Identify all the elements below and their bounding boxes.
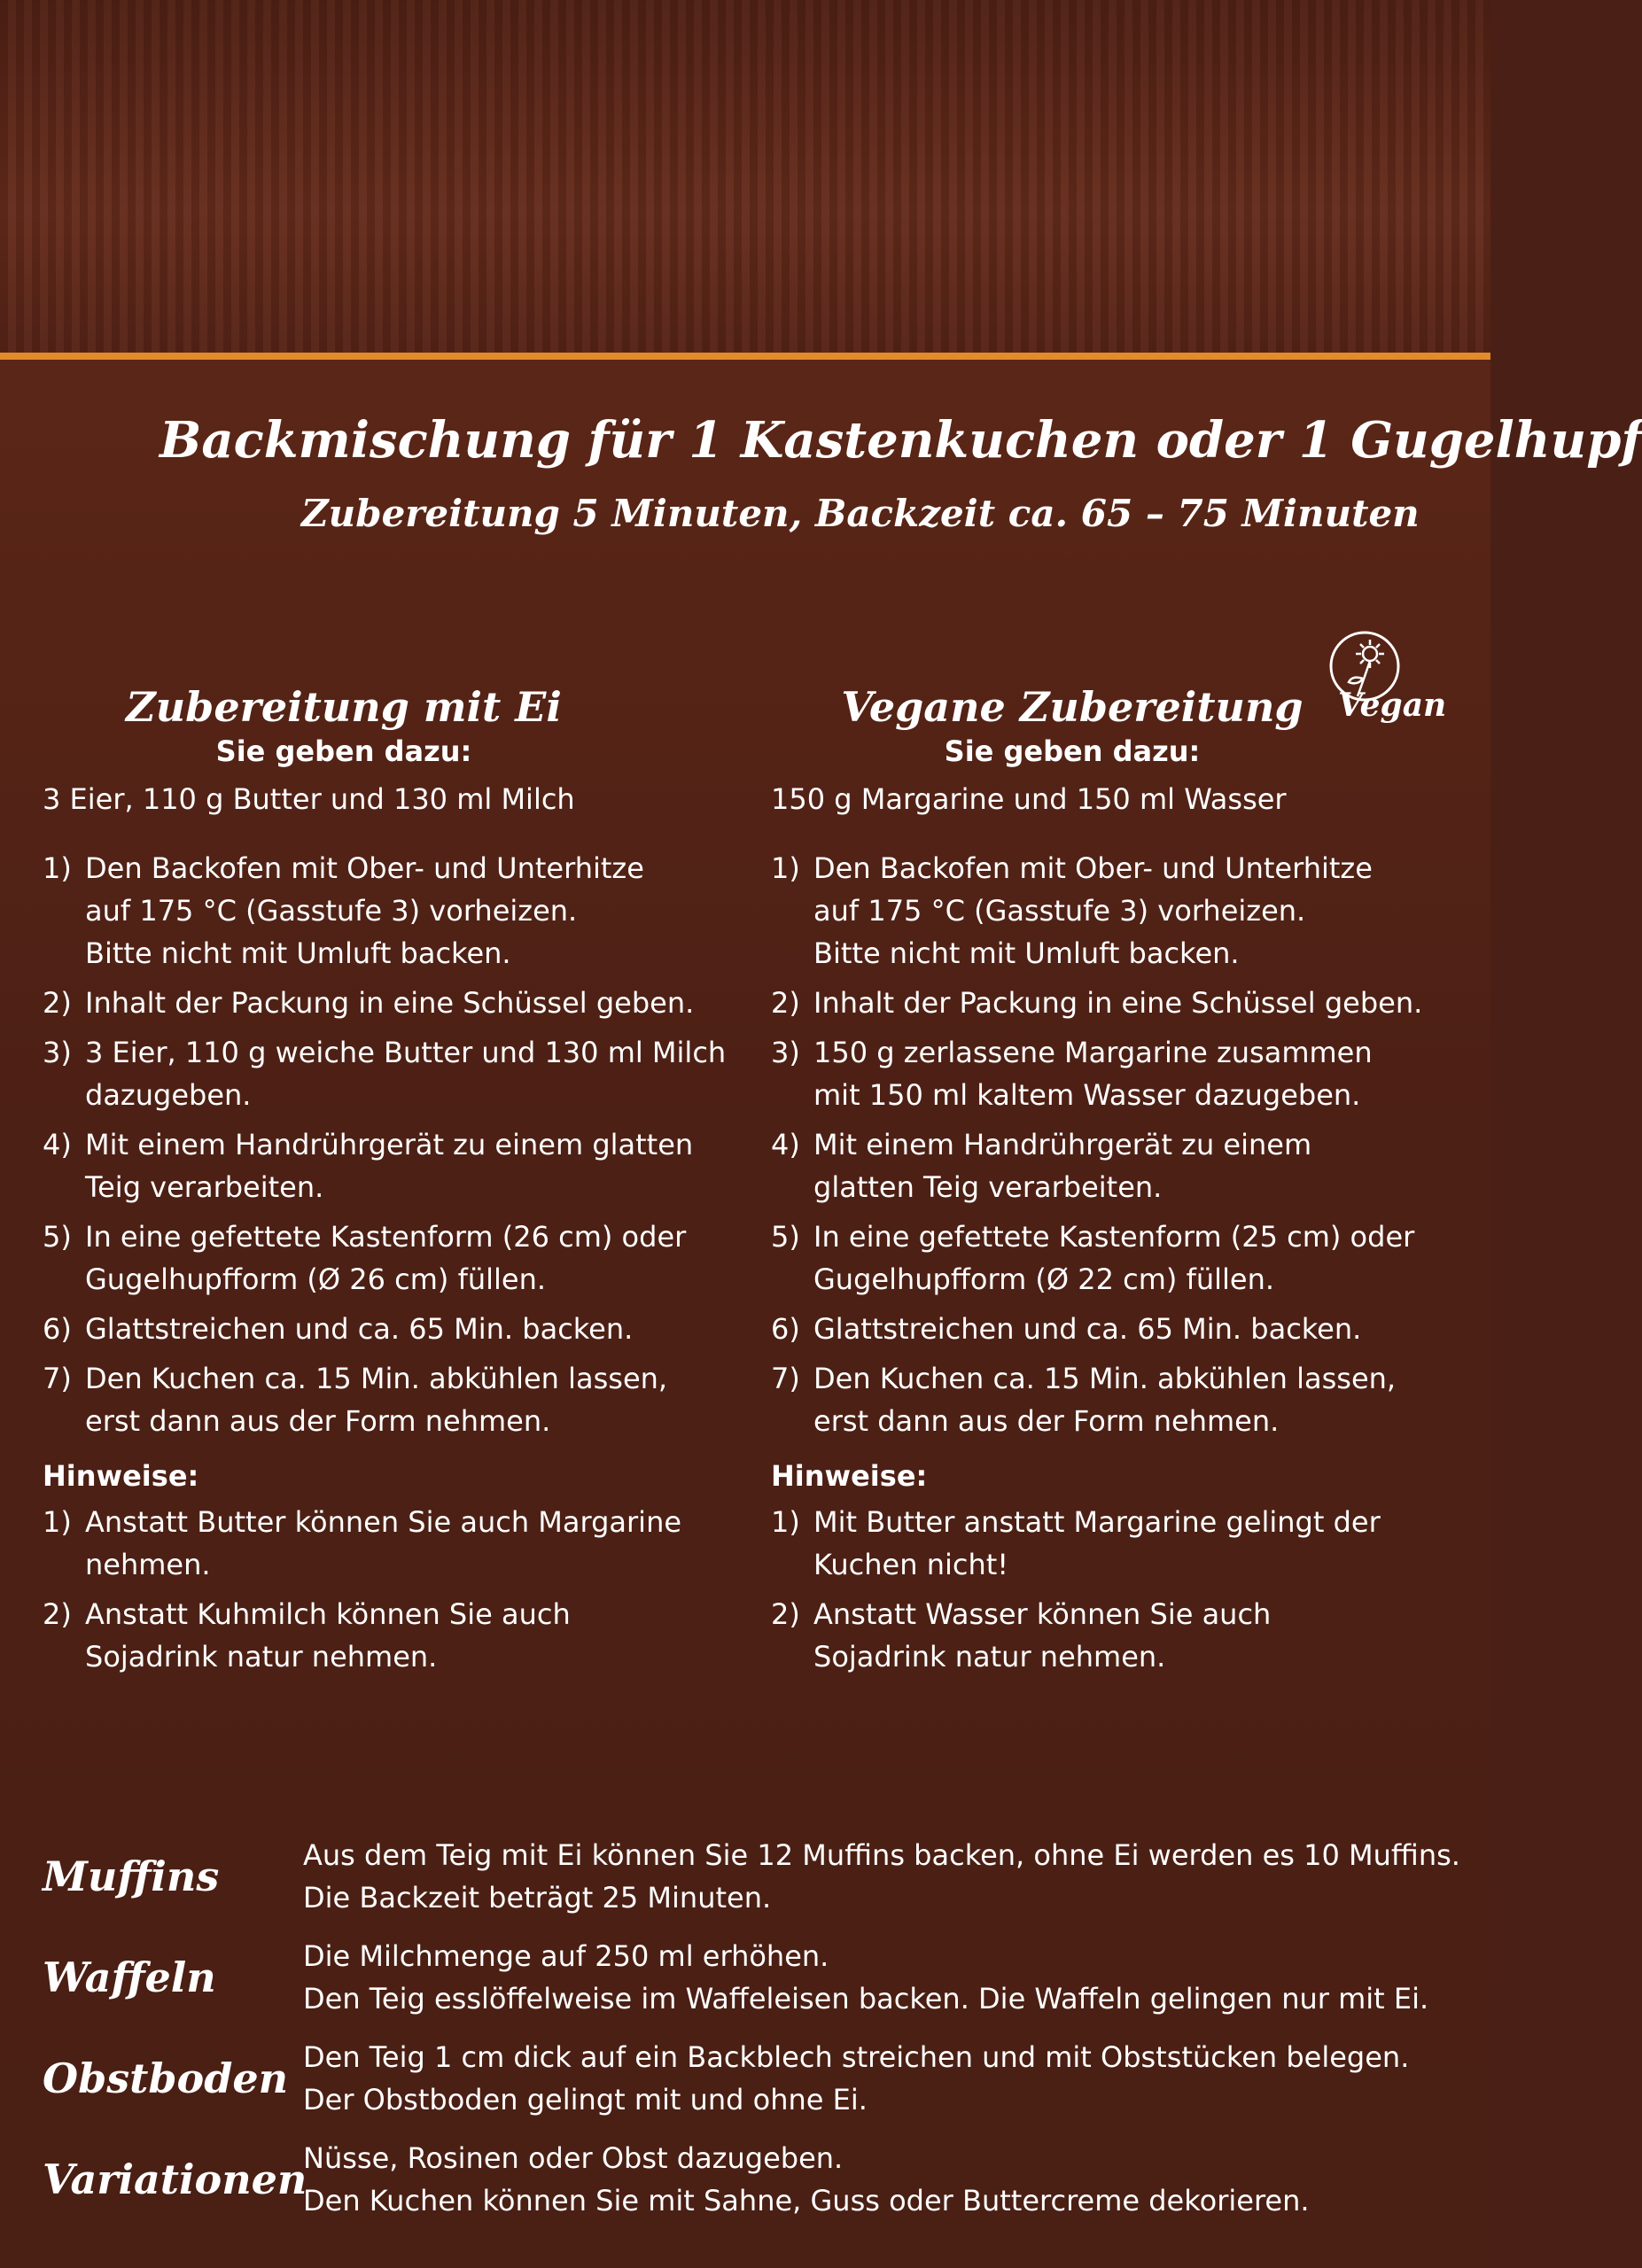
list-item [43,1216,769,1301]
striped-header-band [0,0,1490,353]
list-item [43,847,769,975]
list-item [771,1123,1498,1208]
step-number: 3) [43,1036,72,1069]
extra-label: Waffeln [43,1953,216,2001]
variations-section [43,1834,1460,2238]
column-subtitle-with-egg: Sie geben dazu: [215,734,472,768]
list-item [43,1031,769,1116]
list-item [43,982,769,1024]
extra-text: Nüsse, Rosinen oder Obst dazugeben. Den Kuchen können Sie mit Sahne, Guss oder Buttercreme dekorieren. [303,2141,1310,2218]
list-item [43,1123,769,1208]
hints-title-with-egg: Hinweise: [43,1459,199,1493]
step-text: Den Kuchen ca. 15 Min. abkühlen lassen, erst dann aus der Form nehmen. [85,1362,668,1438]
list-item [43,1501,769,1586]
list-item [771,1357,1498,1442]
step-text: In eine gefettete Kastenform (26 cm) oder Gugelhupfform (Ø 26 cm) füllen. [85,1220,687,1296]
step-text: In eine gefettete Kastenform (25 cm) oder Gugelhupfform (Ø 22 cm) füllen. [813,1220,1415,1296]
step-number: 4) [771,1128,800,1161]
list-item [771,1593,1498,1678]
extra-row-obstboden [43,2036,1460,2121]
extra-row-waffeln [43,1935,1460,2020]
page-title: Backmischung für 1 Kastenkuchen oder 1 Gugelhupf [160,411,1642,470]
step-number: 5) [43,1220,72,1254]
hints-list-with-egg [43,1501,769,1678]
list-item [771,1501,1498,1586]
step-text: Den Backofen mit Ober- und Unterhitze auf 175 °C (Gasstufe 3) vorheizen. Bitte nicht mit Umluft backen. [85,851,644,970]
extra-text: Aus dem Teig mit Ei können Sie 12 Muffins backen, ohne Ei werden es 10 Muffins. Die Backzeit beträgt 25 Minuten. [303,1838,1460,1915]
list-item [43,1308,769,1350]
hint-text: Mit Butter anstatt Margarine gelingt der Kuchen nicht! [813,1505,1381,1581]
step-number: 5) [771,1220,800,1254]
extra-text: Den Teig 1 cm dick auf ein Backblech streichen und mit Obststücken belegen. Der Obstboden gelingt mit und ohne Ei. [303,2040,1410,2117]
hint-number: 1) [771,1505,800,1539]
page-subtitle: Zubereitung 5 Minuten, Backzeit ca. 65 – 75 Minuten [301,492,1420,535]
hint-number: 2) [771,1597,800,1631]
list-item [771,847,1498,975]
column-vegan [771,682,1498,1685]
step-text: Den Kuchen ca. 15 Min. abkühlen lassen, erst dann aus der Form nehmen. [813,1362,1397,1438]
step-number: 6) [771,1312,800,1346]
column-subtitle-vegan: Sie geben dazu: [944,734,1201,768]
step-text: Den Backofen mit Ober- und Unterhitze auf 175 °C (Gasstufe 3) vorheizen. Bitte nicht mit Umluft backen. [813,851,1373,970]
hints-title-vegan: Hinweise: [771,1459,928,1493]
extra-label: Muffins [43,1852,220,1900]
list-item [771,982,1498,1024]
step-text: Glattstreichen und ca. 65 Min. backen. [85,1312,634,1346]
extra-text: Die Milchmenge auf 250 ml erhöhen. Den Teig esslöffelweise im Waffeleisen backen. Die Waffeln gelingen nur mit Ei. [303,1939,1429,2016]
column-title-with-egg: Zubereitung mit Ei [126,683,562,731]
column-title-vegan: Vegane Zubereitung [841,683,1303,731]
step-text: Glattstreichen und ca. 65 Min. backen. [813,1312,1362,1346]
column-with-egg [43,682,769,1685]
hints-list-vegan [771,1501,1498,1678]
vegan-logo-text: Vegan [1338,687,1447,724]
step-number: 2) [43,986,72,1020]
extra-row-muffins [43,1834,1460,1919]
hint-text: Anstatt Kuhmilch können Sie auch Sojadrink natur nehmen. [85,1597,571,1674]
step-text: 3 Eier, 110 g weiche Butter und 130 ml Milch dazugeben. [85,1036,727,1112]
step-number: 3) [771,1036,800,1069]
steps-list-vegan [771,847,1498,1442]
hint-number: 2) [43,1597,72,1631]
hint-number: 1) [43,1505,72,1539]
step-number: 7) [771,1362,800,1395]
step-number: 7) [43,1362,72,1395]
step-number: 6) [43,1312,72,1346]
step-text: Mit einem Handrührgerät zu einem glatten Teig verarbeiten. [813,1128,1312,1204]
list-item [43,1357,769,1442]
orange-divider-line [0,353,1490,360]
list-item [43,1593,769,1678]
ingredients-with-egg: 3 Eier, 110 g Butter und 130 ml Milch [43,782,575,816]
list-item [771,1031,1498,1116]
extra-row-variationen [43,2137,1460,2222]
hint-text: Anstatt Butter können Sie auch Margarine nehmen. [85,1505,682,1581]
extra-label: Variationen [43,2155,307,2203]
extra-label: Obstboden [43,2054,289,2102]
step-number: 2) [771,986,800,1020]
step-number: 1) [771,851,800,885]
ingredients-vegan: 150 g Margarine und 150 ml Wasser [771,782,1287,816]
steps-list-with-egg [43,847,769,1442]
step-number: 1) [43,851,72,885]
step-text: Inhalt der Packung in eine Schüssel geben. [85,986,695,1020]
hint-text: Anstatt Wasser können Sie auch Sojadrink natur nehmen. [813,1597,1272,1674]
step-text: Mit einem Handrührgerät zu einem glatten Teig verarbeiten. [85,1128,694,1204]
step-text: Inhalt der Packung in eine Schüssel geben. [813,986,1423,1020]
step-number: 4) [43,1128,72,1161]
list-item [771,1308,1498,1350]
step-text: 150 g zerlassene Margarine zusammen mit 150 ml kaltem Wasser dazugeben. [813,1036,1373,1112]
list-item [771,1216,1498,1301]
